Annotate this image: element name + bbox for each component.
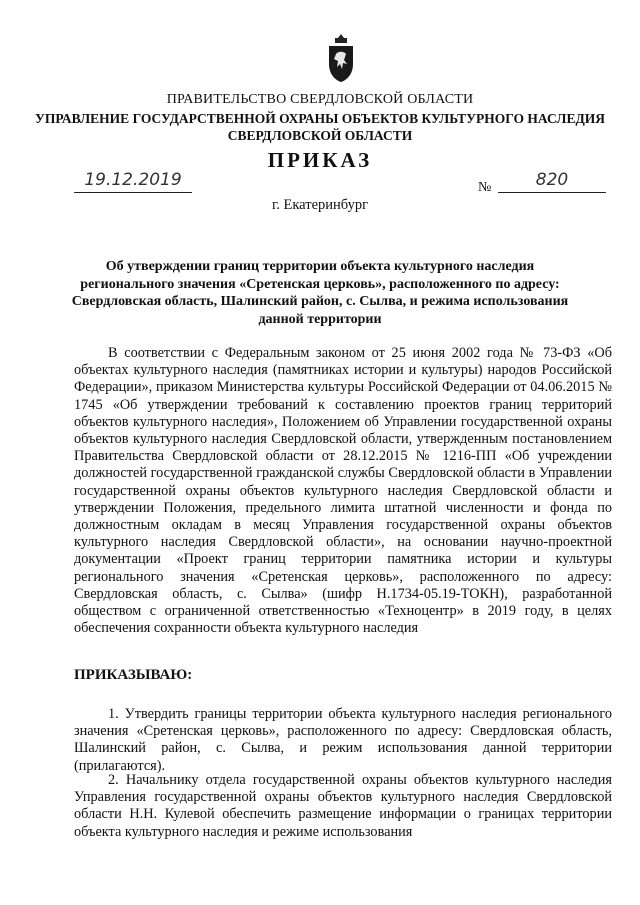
coat-of-arms-icon <box>326 32 356 84</box>
order-item-1: 1. Утвердить границы территории объекта культурного наследия регионального значения «Сретенская церковь», расположенного по адресу: Свердловская область, Шалинский район, с. Сылва, и режим использования данной территории (прилагаются). <box>74 706 612 774</box>
city: г. Екатеринбург <box>271 197 369 213</box>
order-item-2: 2. Начальнику отдела государственной охраны объектов культурного наследия Управления государственной охраны объектов культурного наследия Свердловской области Н.Н. Кулевой обеспечить размещение информации о границах территории объекта культурного наследия и режиме использования <box>74 772 612 840</box>
document-type: ПРИКАЗ <box>267 148 373 172</box>
order-number-label: № <box>478 180 492 195</box>
preamble-paragraph: В соответствии с Федеральным законом от 25 июня 2002 года № 73-ФЗ «Об объектах культурного наследия (памятниках истории и культуры) народов Российской Федерации», приказом Министерства культуры Российской Федерации от 04.06.2015 № 1745 «Об утверждении требований к составлению проектов границ территорий объектов культурного наследия», Положением об Управлении государственной охраны объектов культурного наследия Свердловской области, утвержденным постановлением Правительства Свердловской области от 28.12.2015 № 1216-ПП «Об учреждении должностей государственной гражданской службы Свердловской области в Управлении государственной охраны объектов культурного наследия Свердловской области и утверждении Положения, предельного лимита штатной численности и фонда по должностным окладам в месяц Управления государственной охраны объектов культурного наследия Свердловской области», на основании научно-проектной документации «Проект границ территории памятника истории и культуры регионального значения «Сретенская церковь», расположенного по адресу: Свердловская область, с. Сылва» (шифр Н.1734-05.19-ТОКН), разработанной обществом с ограниченной ответственностью «Техноцентр» в 2019 году, в целях обеспечения сохранности объекта культурного наследия <box>74 345 612 637</box>
government-name: ПРАВИТЕЛЬСТВО СВЕРДЛОВСКОЙ ОБЛАСТИ <box>166 92 474 107</box>
order-number: 820 <box>498 170 606 193</box>
order-word: ПРИКАЗЫВАЮ: <box>74 667 193 683</box>
document-title: Об утверждении границ территории объекта культурного наследия регионального значения «Сретенская церковь», расположенного по адресу: Свердловская область, Шалинский район, с. Сылва, и режима использования данной территории <box>71 259 569 327</box>
order-date: 19.12.2019 <box>74 170 192 193</box>
department-name: УПРАВЛЕНИЕ ГОСУДАРСТВЕННОЙ ОХРАНЫ ОБЪЕКТОВ КУЛЬТУРНОГО НАСЛЕДИЯ СВЕРДЛОВСКОЙ ОБЛАСТИ <box>34 111 606 143</box>
